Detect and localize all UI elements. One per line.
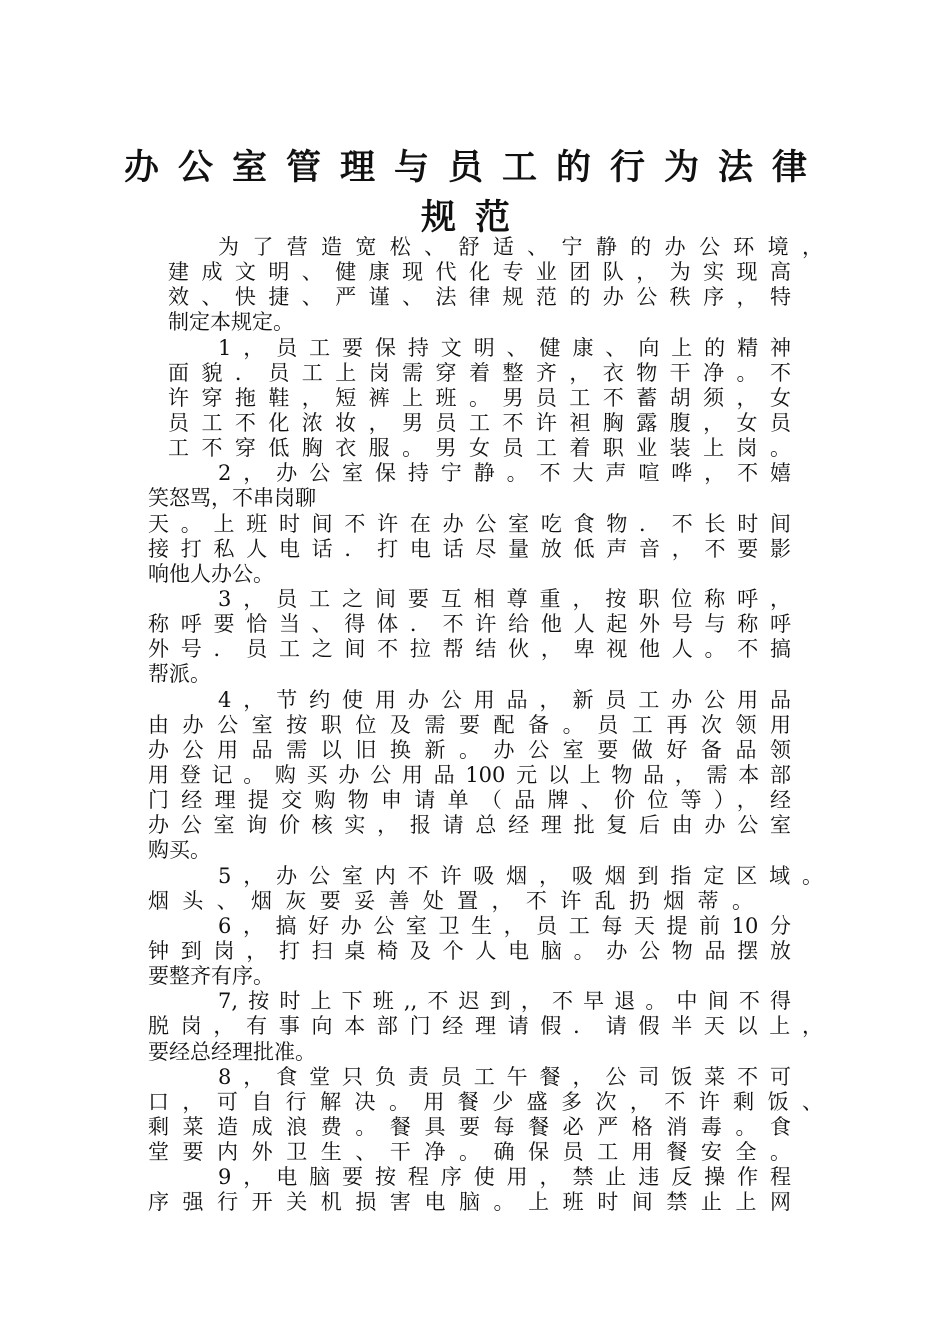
- text-line: 天。上班时间不许在办公室吃食物．不长时间: [148, 511, 791, 536]
- text-line: 帮派。: [148, 662, 211, 687]
- text-line: 购买。: [148, 838, 211, 863]
- text-line: 2，办公室保持宁静。不大声喧哗，不嬉: [218, 461, 791, 486]
- text-line: 剩菜造成浪费。餐具要每餐必严格消毒。食: [148, 1114, 791, 1139]
- text-line: 6，搞好办公室卫生，员工每天提前10分: [218, 913, 791, 938]
- text-line: 外号．员工之间不拉帮结伙，卑视他人。不搞: [148, 637, 791, 662]
- text-line: 面貌．员工上岗需穿着整齐，衣物干净。不: [168, 360, 791, 385]
- text-line: 工不穿低胸衣服。男女员工着职业装上岗。: [168, 436, 791, 461]
- text-line: 5，办公室内不许吸烟，吸烟到指定区域。: [218, 863, 823, 888]
- text-line: 1，员工要保持文明、健康、向上的精神: [218, 335, 791, 360]
- text-line: 效、快捷、严谨、法律规范的办公秩序，特: [168, 285, 791, 310]
- text-line: 8，食堂只负责员工午餐，公司饭菜不可: [218, 1064, 791, 1089]
- text-line: 办公用品需以旧换新。办公室要做好备品领: [148, 737, 791, 762]
- text-line: 由办公室按职位及需要配备。员工再次领用: [148, 712, 791, 737]
- text-line: 称呼要恰当、得体．不许给他人起外号与称呼: [148, 612, 791, 637]
- text-line: 建成文明、健康现代化专业团队，为实现高: [168, 260, 791, 285]
- text-line: 为了营造宽松、舒适、宁静的办公环境，: [218, 235, 823, 259]
- text-line: 用登记。购买办公用品100元以上物品，需本部: [148, 762, 791, 787]
- text-line: 7,按时上下班,,不迟到，不早退。中间不得: [218, 989, 791, 1014]
- text-line: 笑怒骂，不串岗聊: [148, 486, 316, 511]
- text-line: 响他人办公。: [148, 561, 274, 586]
- text-line: 办公室询价核实，报请总经理批复后由办公室: [148, 813, 791, 838]
- text-line: 钟到岗，打扫桌椅及个人电脑。办公物品摆放: [148, 938, 791, 963]
- text-line: 3，员工之间要互相尊重，按职位称呼，: [218, 586, 791, 611]
- text-line: 许穿拖鞋，短裤上班。男员工不蓄胡须，女: [168, 385, 791, 410]
- text-line: 要整齐有序。: [148, 964, 274, 989]
- text-line: 序强行开关机损害电脑。上班时间禁止上网: [148, 1190, 791, 1215]
- text-line: 烟头、烟灰要妥善处置，不许乱扔烟蒂。: [148, 888, 753, 913]
- text-line: 制定本规定。: [168, 310, 294, 335]
- document-title-line-1: 办公室管理与员工的行为法律: [123, 147, 826, 188]
- text-line: 4，节约使用办公用品，新员工办公用品: [218, 687, 791, 712]
- text-line: 堂要内外卫生、干净。确保员工用餐安全。: [148, 1140, 791, 1165]
- text-line: 口，可自行解决。用餐少盛多次，不许剩饭、: [148, 1089, 823, 1114]
- text-line: 脱岗，有事向本部门经理请假．请假半天以上，: [148, 1014, 823, 1039]
- document-body: [148, 235, 823, 1215]
- text-line: 9，电脑要按程序使用，禁止违反操作程: [218, 1165, 791, 1190]
- text-line: 门经理提交购物申请单（品牌、价位等），经: [148, 788, 791, 813]
- text-line: 员工不化浓妆，男员工不许袒胸露腹，女员: [168, 410, 791, 435]
- text-line: 接打私人电话．打电话尽量放低声音，不要影: [148, 536, 791, 561]
- document-title-line-2: 规范: [420, 197, 529, 238]
- text-line: 要经总经理批准。: [148, 1039, 316, 1064]
